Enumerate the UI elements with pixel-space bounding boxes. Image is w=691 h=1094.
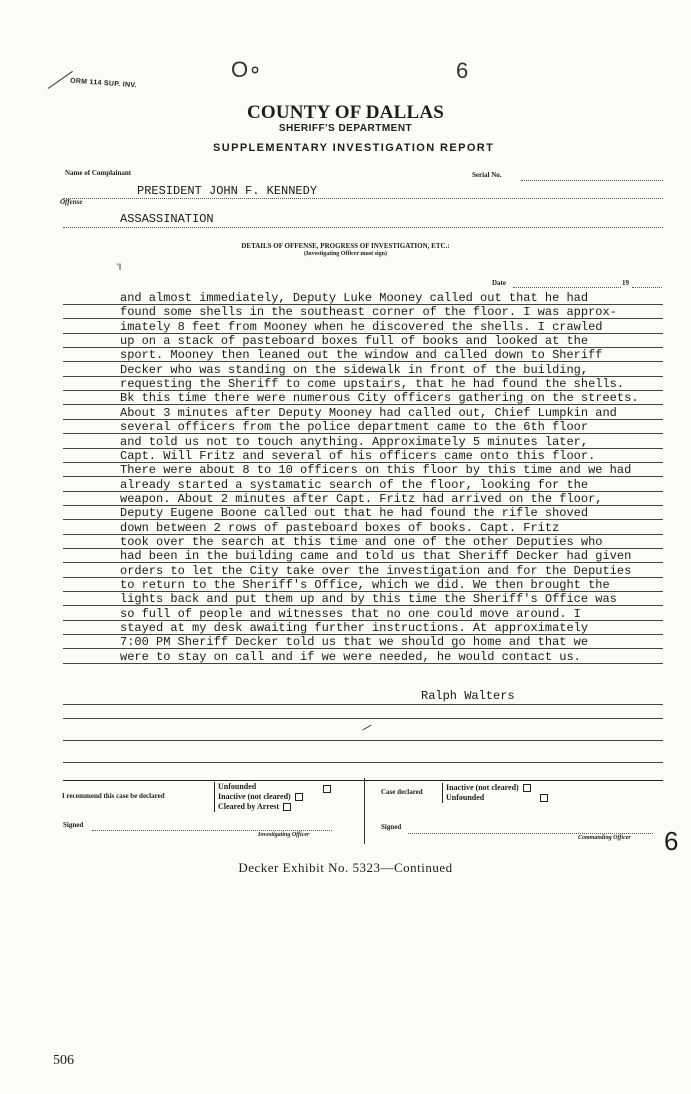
year-label: 19: [622, 279, 629, 287]
option-cleared-by-arrest: [218, 802, 303, 812]
exhibit-caption: Decker Exhibit No. 5323—Continued: [238, 860, 453, 875]
footer-divider: [63, 780, 663, 781]
narrative-line: up on a stack of pasteboard boxes full of books and looked at the: [120, 334, 589, 349]
option-inactive: [446, 783, 548, 793]
stray-pen-mark: [362, 725, 371, 731]
checkbox[interactable]: [295, 793, 303, 801]
narrative-line: Capt. Will Fritz and several of his officers came onto this floor.: [120, 448, 596, 463]
narrative-line: had been in the building came and told us that Sheriff Decker had given: [120, 549, 632, 564]
handwritten-mark-right: 6: [456, 58, 469, 83]
narrative-line: and almost immediately, Deputy Luke Mooney called out that he had: [120, 291, 589, 305]
details-subheading: (Investigating Officer must sign): [303, 251, 388, 257]
signed-line-right: [408, 833, 653, 834]
recommend-label: I recommend this case be declared: [62, 792, 165, 800]
narrative-line: already started a systamatic search of the floor, looking for the: [120, 477, 589, 492]
case-declared-label: Case declared: [381, 788, 423, 796]
option-unfounded: [218, 782, 303, 792]
option-unfounded: [446, 793, 548, 803]
narrative-line: orders to let the City take over the investigation and for the Deputies: [120, 563, 632, 578]
narrative-line: and told us not to touch anything. Approximately 5 minutes later,: [120, 434, 589, 449]
date-label: Date: [492, 279, 506, 287]
commanding-officer-label: Commanding Officer: [578, 835, 631, 841]
option-label: Inactive (not cleared): [446, 783, 519, 792]
year-line: [632, 287, 662, 288]
blank-rule: [63, 718, 663, 719]
signed-label-left: Signed: [63, 821, 84, 829]
narrative-line: Deputy Eugene Boone called out that he had found the rifle shoved: [120, 506, 589, 521]
narrative-line: sport. Mooney then leaned out the window and called down to Sheriff: [120, 348, 603, 363]
ruled-line: [63, 663, 663, 664]
investigating-officer-label: Investigating Officer: [258, 832, 310, 838]
margin-mark: 'I: [117, 262, 122, 272]
narrative-line: so full of people and witnesses that no one could move around. I: [120, 606, 581, 621]
signature-ralph-walters: Ralph Walters: [421, 689, 515, 703]
offense-label: Offense: [60, 198, 83, 206]
county-title: COUNTY OF DALLAS: [246, 102, 445, 123]
narrative-line: took over the search at this time and one of the other Deputies who: [120, 534, 603, 549]
narrative-line: About 3 minutes after Deputy Mooney had called out, Chief Lumpkin and: [120, 405, 617, 420]
narrative-line: stayed at my desk awaiting further instructions. At approximately: [120, 621, 589, 636]
option-label: Cleared by Arrest: [218, 802, 280, 811]
option-label: Inactive (not cleared): [218, 792, 291, 801]
narrative-line: were to stay on call and if we were needed, he would contact us.: [120, 649, 581, 664]
offense-value: ASSASSINATION: [120, 212, 214, 226]
report-title: SUPPLEMENTARY INVESTIGATION REPORT: [213, 142, 495, 154]
narrative-line: Bk this time there were numerous City officers gathering on the streets.: [120, 391, 639, 406]
narrative-line: several officers from the police department came to the 6th floor: [120, 420, 589, 435]
blank-rule: [63, 704, 663, 705]
checkbox-unfounded[interactable]: [323, 785, 331, 793]
department-title: SHERIFF'S DEPARTMENT: [278, 123, 413, 134]
case-declared-options: [442, 783, 548, 803]
signed-label-right: Signed: [381, 823, 402, 831]
narrative-line: There were about 8 to 10 officers on this floor by this time and we had: [120, 463, 632, 478]
date-line: [513, 287, 621, 288]
narrative-line: Decker who was standing on the sidewalk in front of the building,: [120, 362, 589, 377]
pen-slash-mark: [48, 71, 73, 89]
complainant-line: [63, 198, 663, 199]
narrative-line: found some shells in the southeast corner of the floor. I was approx-: [120, 305, 617, 320]
narrative-line: down between 2 rows of pasteboard boxes of books. Capt. Fritz: [120, 520, 560, 535]
narrative-line: requesting the Sheriff to come upstairs, that he had found the shells.: [120, 377, 625, 392]
recommend-options: [214, 782, 303, 812]
serial-label: Serial No.: [472, 171, 502, 179]
footer-vertical-divider: [364, 778, 365, 844]
serial-line: [521, 180, 663, 181]
narrative-line: 7:00 PM Sheriff Decker told us that we should go home and that we: [120, 635, 589, 650]
option-label: Unfounded: [446, 793, 485, 802]
details-heading: DETAILS OF OFFENSE, PROGRESS OF INVESTIGATION, ETC.:: [241, 242, 450, 250]
checkbox[interactable]: [283, 803, 291, 811]
handwritten-mark-left: O∘: [231, 57, 262, 82]
corner-handwritten-mark: 6: [664, 826, 679, 856]
checkbox[interactable]: [523, 784, 531, 792]
narrative-line: imately 8 feet from Mooney when he discovered the shells. I crawled: [120, 319, 603, 334]
checkbox[interactable]: [540, 794, 548, 802]
signed-line-left: [92, 830, 332, 831]
narrative-line: lights back and put them up and by this time the Sheriff's Office was: [120, 592, 617, 607]
blank-rule: [63, 740, 663, 741]
option-label: Unfounded: [218, 782, 257, 791]
form-number: ORM 114 SUP. INV.: [69, 77, 138, 90]
narrative-line: to return to the Sheriff's Office, which we did. We then brought the: [120, 578, 610, 592]
narrative-line: weapon. About 2 minutes after Capt. Fritz had arrived on the floor,: [120, 491, 603, 506]
complainant-value: PRESIDENT JOHN F. KENNEDY: [137, 184, 318, 198]
blank-rule: [63, 762, 663, 763]
option-inactive: [218, 792, 303, 802]
page-number: 506: [53, 1053, 74, 1068]
offense-line: [63, 227, 663, 228]
complainant-label: Name of Complainant: [65, 169, 132, 177]
